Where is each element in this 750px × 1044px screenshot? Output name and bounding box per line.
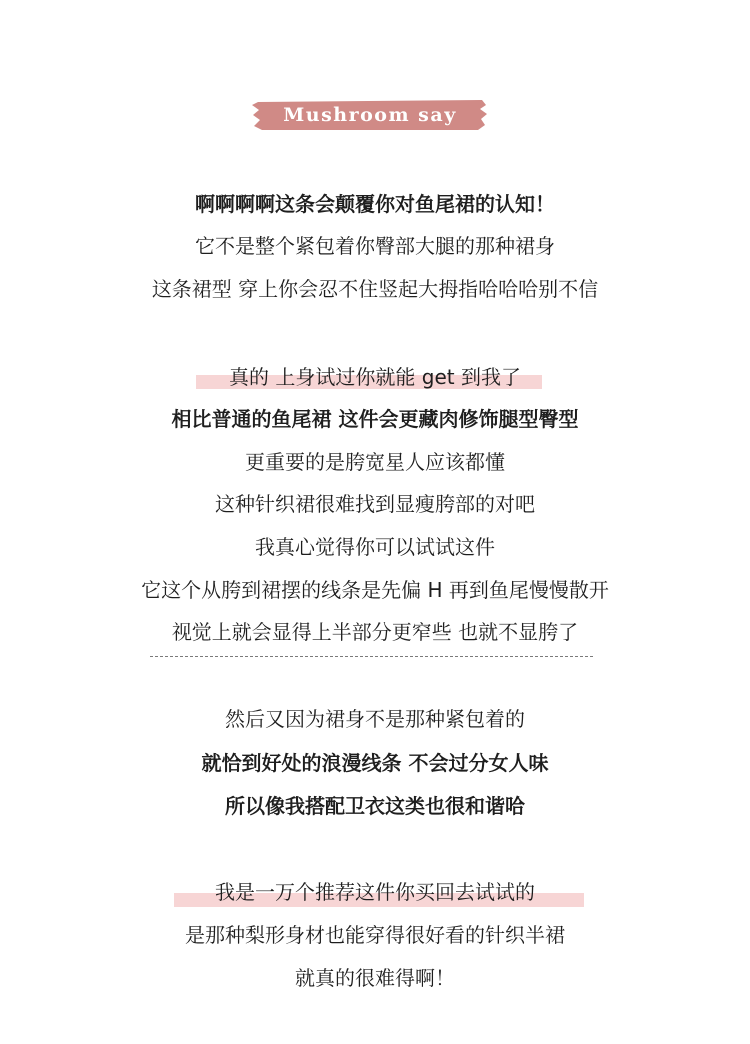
text-line: 这条裙型 穿上你会忍不住竖起大拇指哈哈哈别不信: [151, 277, 599, 301]
text-line: 所以像我搭配卫衣这类也很和谐哈: [225, 794, 525, 818]
text-line: 啊啊啊啊这条会颠覆你对鱼尾裙的认知！: [195, 192, 555, 216]
text-line: 视觉上就会显得上半部分更窄些 也就不显胯了: [171, 620, 579, 644]
text-line: 就真的很难得啊！: [295, 966, 455, 990]
badge-title: Mushroom say: [283, 104, 457, 126]
text-line: 然后又因为裙身不是那种紧包着的: [225, 707, 525, 731]
text-line: 它这个从胯到裙摆的线条是先偏 H 再到鱼尾慢慢散开: [141, 578, 609, 602]
text-line: 我是一万个推荐这件你买回去试试的: [215, 880, 535, 904]
text-line: 相比普通的鱼尾裙 这件会更藏肉修饰腿型臀型: [171, 407, 579, 431]
text-line: 真的 上身试过你就能 get 到我了: [229, 365, 521, 389]
text-line: 我真心觉得你可以试试这件: [255, 535, 495, 559]
text-line: 它不是整个紧包着你臀部大腿的那种裙身: [195, 234, 555, 258]
text-line: 更重要的是胯宽星人应该都懂: [245, 450, 505, 474]
text-line: 是那种梨形身材也能穿得很好看的针织半裙: [185, 923, 565, 947]
text-line: 这种针织裙很难找到显瘦胯部的对吧: [215, 492, 535, 516]
dashed-divider: [150, 656, 593, 657]
text-line: 就恰到好处的浪漫线条 不会过分女人味: [201, 751, 549, 775]
mushroom-say-badge: [252, 98, 488, 132]
